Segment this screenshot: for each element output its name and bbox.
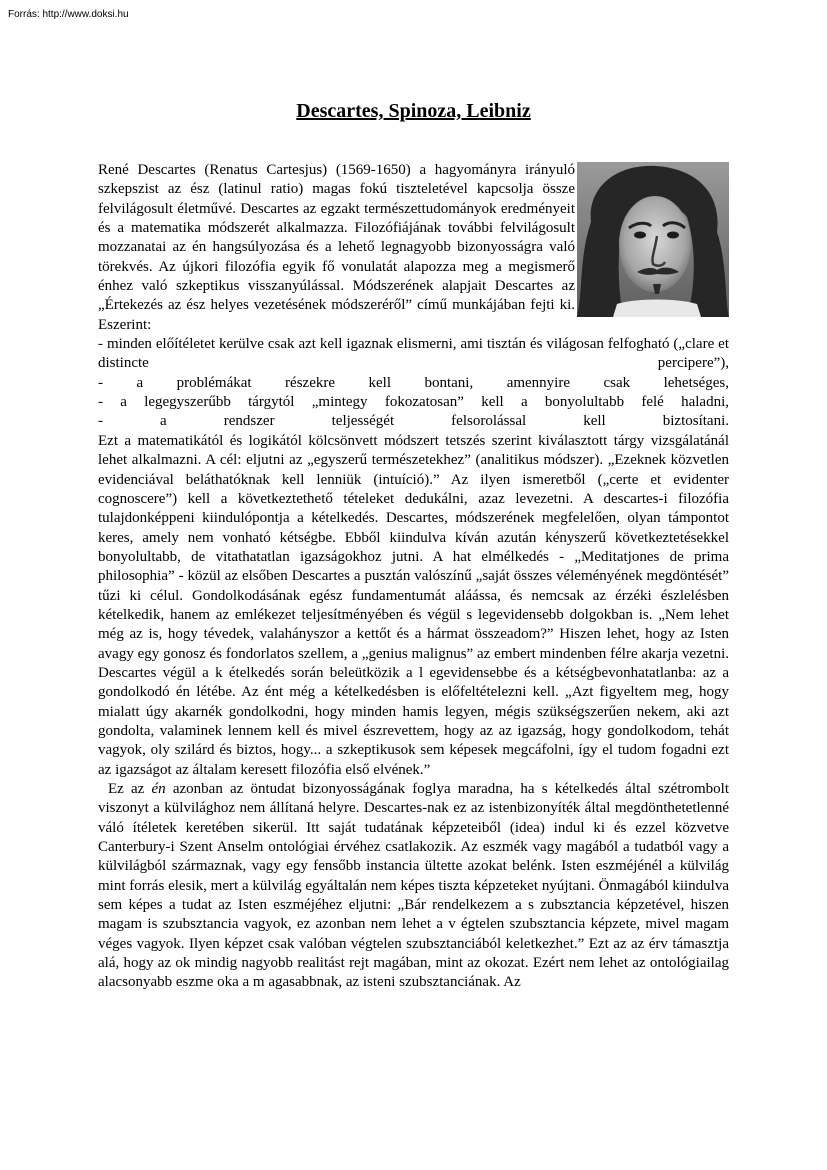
method-rule-1: - minden előítéletet kerülve csak azt kell igaznak elismerni, ami tisztán és világosan felfogható („clare et distincte percipere”),: [98, 336, 729, 372]
emphasis-en: én: [151, 781, 166, 797]
document-body: [98, 161, 729, 993]
source-note: Forrás: http://www.doksi.hu: [8, 9, 129, 20]
intro-paragraph: René Descartes (Renatus Cartesjus) (1569-1650) a hagyományra irányuló szkepszist az ész (latinul ratio) magas fokú tiszteletével kapcsolja össze felvilágosult életművé. Descartes az egzakt természettudományok eredményeit és a matematika módszerét alkalmazza. Filozófiájának további felvilágosult mozzanatai az én hangsúlyozása és a lehető legnagyobb bizonyosságra való törekvés. Az újkori filozófia egyik fő vonulatát alapozza meg a megismerő énhez való szkeptikus visszanyúlással. Módszerének alapjait Descartes az „Értekezés az ész helyes vezetésének módszeréről” című munkájában fejti ki. Eszerint:: [98, 162, 575, 333]
page-title: Descartes, Spinoza, Leibniz: [296, 100, 531, 122]
method-rule-3: - a legegyszerűbb tárgytól „mintegy fokozatosan” kell a bonyolultabb felé haladni,: [98, 394, 729, 411]
doubt-paragraph: Ezt a matematikától és logikától kölcsönvett módszert tetszés szerint kiválasztott tárgy vizsgálatánál lehet alkalmazni. A cél: eljutni az „egyszerű természetekhez” (analitikus módszer). „Ezeknek közvetlen evidenciával beláthatóknak kell lenniük (intuíció).” Az ilyen ismeretből („certe et evidenter cognoscere”) kell a következtethető tételeket dedukálni, azaz levezetni. A descartes-i filozófia tulajdonképpeni kiindulópontja a kételkedés. Descartes, módszerének megfelelően, olyan támpontot keres, amely nem vonható kétségbe. Ebből kiindulva kíván azután kényszerű következtetésekkel bonyolultabb, de vitathatatlan igazságokhoz jutni. A hat elmélkedés - „Meditatjones de prima philosophia” - közül az elsőben Descartes a pusztán valószínű „saját összes véleményének megdöntését” tűzi ki célul. Gondolkodásának egész fundamentumát aláássa, és nemcsak az érzéki észlelésben kételkedik, hanem az emlékezet teljesítményében és végül s legevidensebb dolgokban is. „Nem lehet még az is, hogy tévedek, valahányszor a kettőt és a hármat összeadom?” Hiszen lehet, hogy az Isten avagy egy gonosz és fondorlatos szellem, a „genius malignus” az embert mindenben félre akarja vezetni. Descartes végül a k ételkedés során beleütközik a l egevidensebbe és a kétségbevonhatatlanba: az a gondolkodó én létébe. Az ént még a kételkedésben is előfeltételezni kell. „Azt figyeltem meg, hogy mialatt úgy akarnék gondolkodni, hogy minden hamis legyen, mégis szükségszerűen nekem, aki azt gondolta, valaminek lennem kell és mivel észrevettem, hogy az az igazság, hogy gondolkodom, tehát vagyok, oly szilárd és biztos, hogy... a szkeptikusok sem képesek megcáfolni, így el tudom fogadni ezt az igazságot az általam keresett filozófia első elvének.”: [98, 432, 729, 778]
descartes-portrait-image: [577, 162, 729, 317]
method-rule-4: - a rendszer teljességét felsorolással kell biztosítani.: [98, 413, 729, 430]
god-proof-paragraph: [98, 780, 729, 993]
method-rule-2: - a problémákat részekre kell bontani, amennyire csak lehetséges,: [98, 374, 729, 391]
paragraph-rest: azonban az öntudat bizonyosságának foglya maradna, ha s kételkedés által szétrombolt viszonyt a külvilághoz nem állítaná helyre. Descartes-nak ez az istenbizonyíték által megdönthetetlenné váló ítéletek keretében sikerül. Itt saját tudatának képzeteiből (idea) indul ki és ezzel közvetve Canterbury-i Szent Anselm ontológiai érvéhez csatlakozik. Az eszmék vagy magából a tudatból vagy a külvilágból származnak, vagy egy fensőbb instancia ültette azokat belénk. Isten eszméjénél a külvilág mint forrás elesik, mert a külvilág egyáltalán nem képes tiszta képzeteket nyújtani. Önmagából kiindulva sem képes a tudat az Isten eszméjéhez eljutni: „Bár rendelkezem a s zubsztancia képzetével, hiszen magam is szubsztancia vagyok, ez azonban nem lehet a v égtelen szubsztancia képzete, mivel magam véges vagyok. Ilyen képzet csak valóban végtelen szubsztanciából keletkezhet.” Ezt az az érv támasztja alá, hogy az ok mindig nagyobb realitást rejt magában, mint az okozat. Ezért nem lehet az ontológiailag alacsonyabb eszme oka a m agasabbnak, az isteni szubsztanciának. Az: [98, 781, 729, 991]
paragraph-start: Ez az: [108, 781, 152, 797]
